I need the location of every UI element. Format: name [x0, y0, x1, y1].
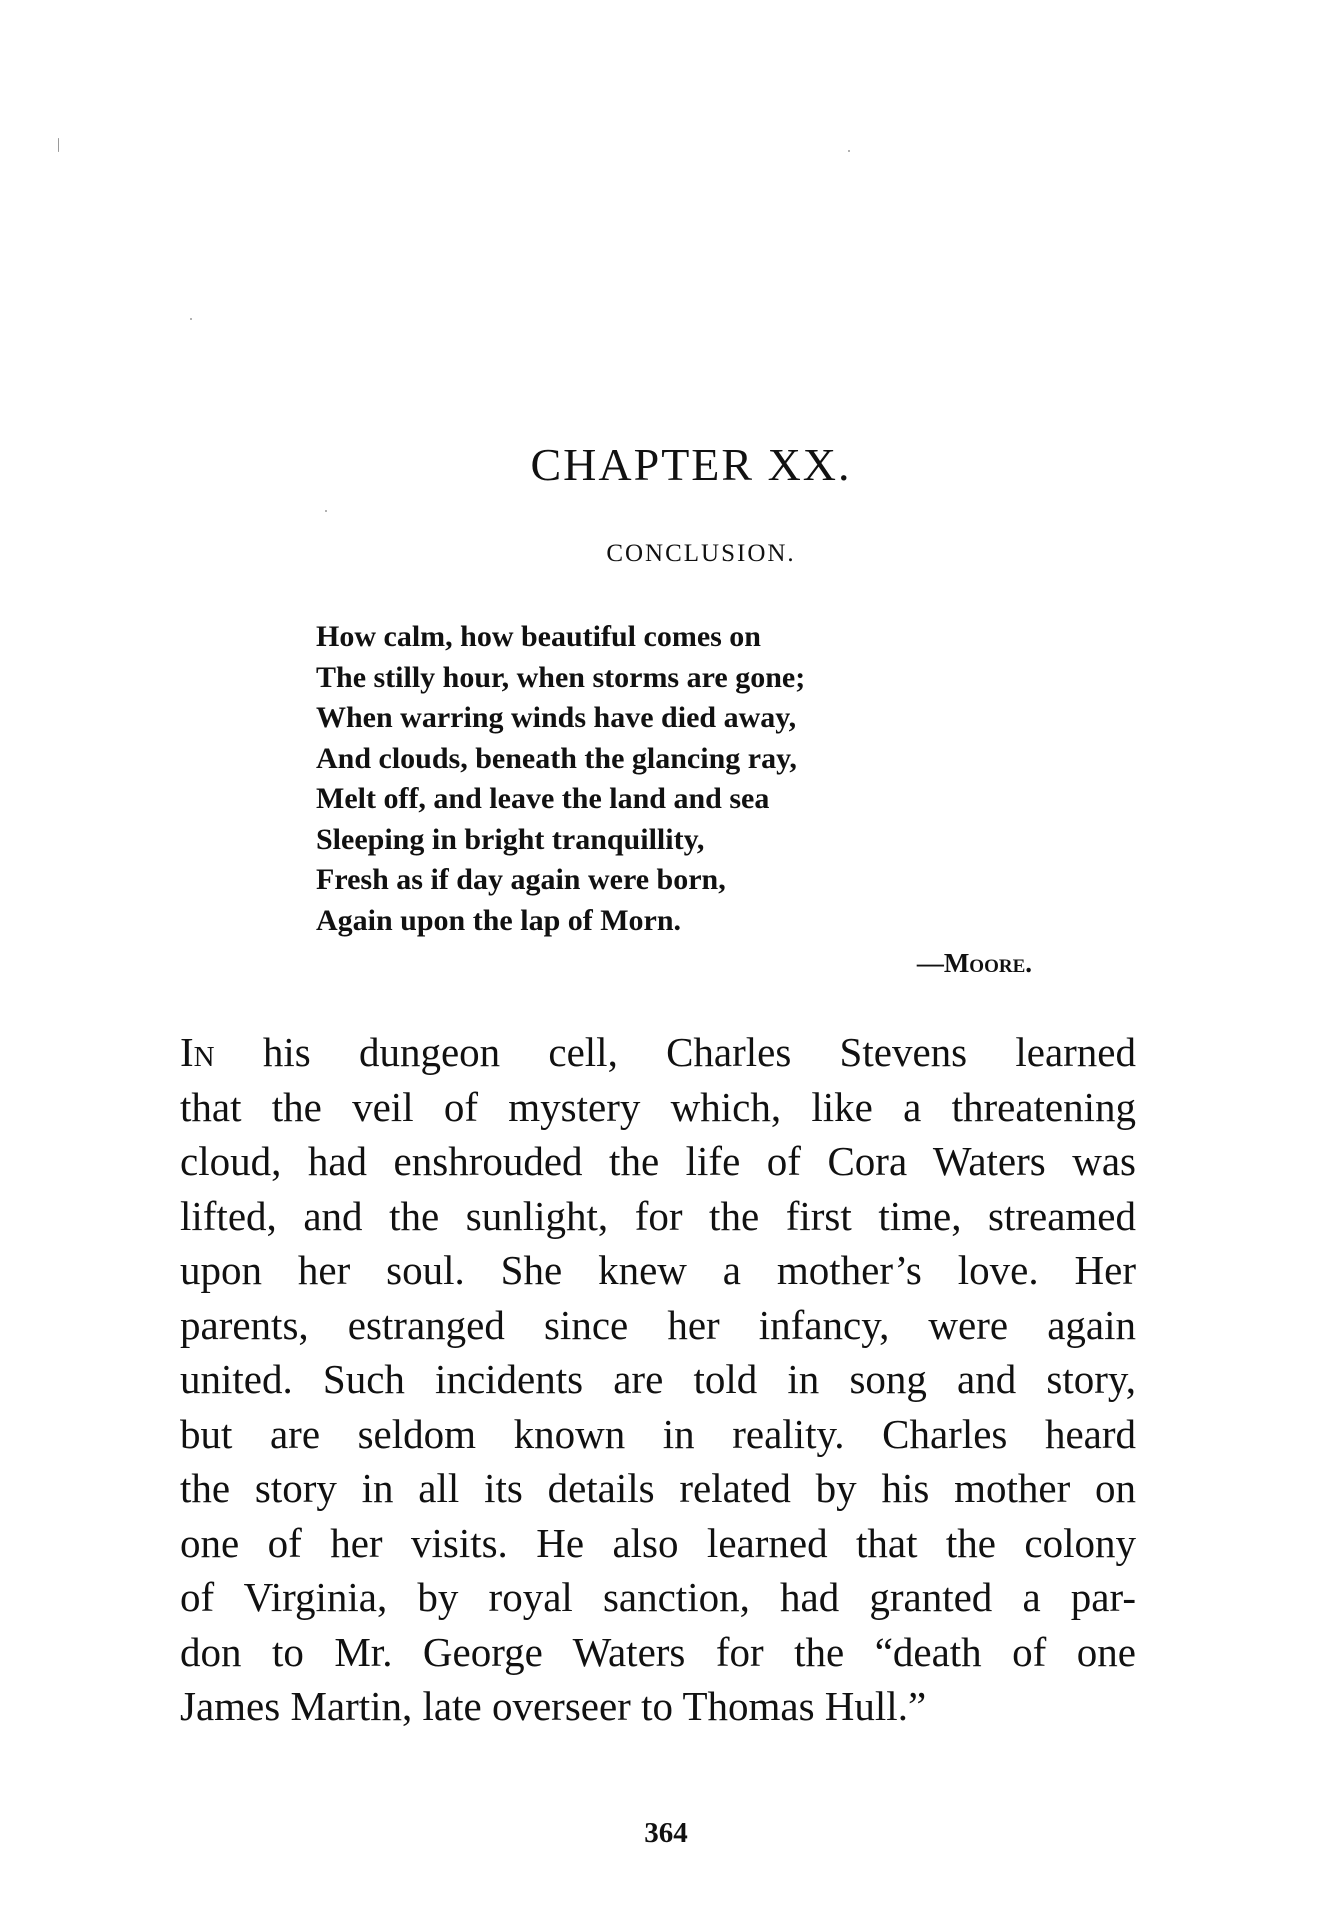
body-line: but are seldom known in reality. Charles heard	[180, 1410, 1136, 1457]
body-line: parents, estranged since her infancy, were again	[180, 1301, 1136, 1348]
page-number: 364	[644, 1817, 688, 1849]
epigraph-line: The stilly hour, when storms are gone;	[316, 660, 806, 694]
chapter-subtitle: CONCLUSION.	[606, 540, 796, 567]
body-line: cloud, had enshrouded the life of Cora Waters was	[180, 1138, 1136, 1184]
epigraph-line: How calm, how beautiful comes on	[316, 620, 761, 653]
body-line: united. Such incidents are told in song and story,	[180, 1356, 1136, 1402]
body-line: James Martin, late overseer to Thomas Hull.”	[180, 1683, 927, 1729]
epigraph-line: When warring winds have died away,	[316, 701, 797, 734]
epigraph	[316, 617, 1016, 941]
epigraph-line: Sleeping in bright tranquillity,	[316, 822, 705, 856]
body-line: of Virginia, by royal sanction, had granted a par-	[180, 1574, 1136, 1620]
body-line: the story in all its details related by his mother on	[180, 1465, 1136, 1511]
epigraph-line: Again upon the lap of Morn.	[316, 903, 682, 937]
body-paragraph	[180, 1025, 1136, 1734]
body-line-text: his dungeon cell, Charles Stevens learned	[214, 1029, 1136, 1075]
epigraph-attribution: —Moore.	[916, 948, 1032, 978]
scan-speck	[848, 150, 850, 152]
epigraph-line: Melt off, and leave the land and sea	[316, 782, 770, 815]
chapter-title: CHAPTER XX.	[530, 439, 852, 490]
body-line: upon her soul. She knew a mother’s love. Her	[180, 1247, 1136, 1293]
body-line	[180, 1025, 1136, 1080]
body-line: lifted, and the sunlight, for the first time, streamed	[180, 1192, 1136, 1239]
scan-speck	[58, 138, 59, 152]
epigraph-line: Fresh as if day again were born,	[316, 863, 726, 896]
body-line: that the veil of mystery which, like a threatening	[180, 1083, 1136, 1130]
body-line: one of her visits. He also learned that the colony	[180, 1519, 1136, 1566]
scan-speck	[325, 510, 327, 512]
body-line: don to Mr. George Waters for the “death of one	[180, 1628, 1136, 1675]
scan-speck	[190, 318, 192, 320]
epigraph-line: And clouds, beneath the glancing ray,	[316, 741, 797, 775]
drop-cap: In	[180, 1029, 215, 1075]
